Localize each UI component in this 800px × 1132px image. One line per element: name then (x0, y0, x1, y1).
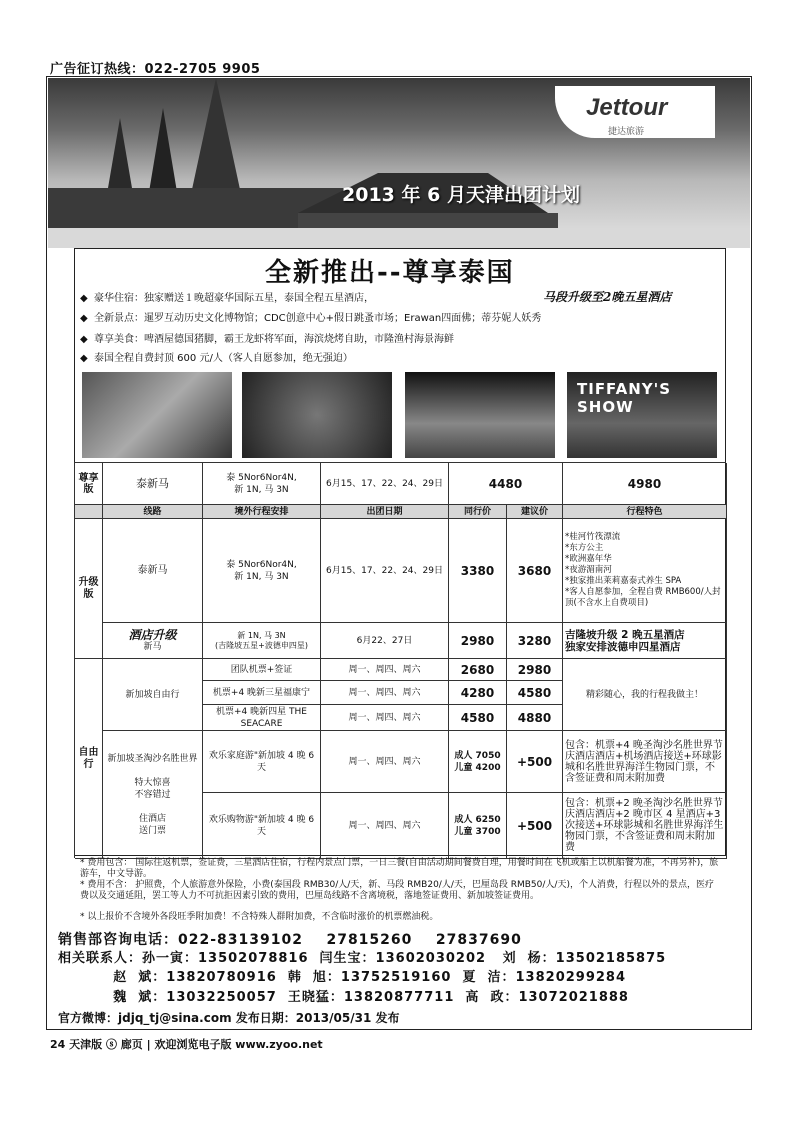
table-cell: 2980 (449, 623, 507, 659)
table-cell: 吉隆坡升级 2 晚五星酒店 独家安排波德申四星酒店 (563, 623, 727, 659)
brand-name: Jettour (586, 94, 668, 121)
table-cell: *桂河竹筏漂流 *东方公主 *欧洲嘉年华 *夜游湄南河 *独家推出莱莉嘉泰式养生 SPA *客人自愿参加，全程自费 RMB600/人封顶(不含水上自费项目) (563, 519, 727, 623)
table-cell: 泰 5Nor6Nor4N, 新 1N, 马 3N (203, 519, 321, 623)
seafood-photo (242, 372, 392, 458)
table-cell: 3380 (449, 519, 507, 623)
table-cell: 新加坡自由行 (103, 659, 203, 731)
photo-strip (80, 372, 720, 460)
table-cell: 4580 (449, 705, 507, 731)
table-cell: 泰 5Nor6Nor4N, 新 1N, 马 3N (203, 463, 321, 505)
tiffany-show-photo (567, 372, 717, 458)
note-excluded: * 费用不含： 护照费，个人旅游意外保险，小费(泰国段 RMB30/人/天，新、马段 RMB20/人/天，巴厘岛段 RMB50/人/天)，个人消费，行程以外的景点，医疗费以及交通延阻，罢工等人力不可抗拒因素引致的费用，巴厘岛线路不含离境税，落地签证费用、新加坡签证费用。 (80, 880, 714, 901)
bullet-item: ◆ 泰国全程自费封顶 600 元/人（客人自愿参加，绝无强迫） (80, 353, 353, 364)
table-cell: 2980 (507, 659, 563, 681)
table-cell: 包含：机票+4 晚圣淘沙名胜世界节庆酒店酒店+机场酒店接送+环球影城和名胜世界海洋生物园门票，不含签证费和周末附加费 (563, 731, 727, 793)
itinerary-table (74, 462, 726, 858)
table-cell: 6月22、27日 (321, 623, 449, 659)
note-included: * 费用包含： 国际往返机票，签证费，三星酒店住宿，行程内景点门票，一日三餐(自由活动期间餐费自理，用餐时间在飞机或船上以机船餐为准，不再另补)，旅游车，中文导游。 (80, 858, 719, 879)
table-cell: 泰新马 (103, 463, 203, 505)
table-header: 境外行程安排 (203, 505, 321, 519)
headline: 全新推出--尊享泰国 (265, 258, 515, 288)
contact-line: 赵 斌：13820780916 韩 旭：13752519160 夏 洁：13820299284 (58, 970, 627, 985)
official-weibo: 官方微博：jdjq_tj@sina.com 发布日期：2013/05/31 发布 (58, 1011, 400, 1025)
table-cell: 3280 (507, 623, 563, 659)
table-cell: 欢乐购物游"新加坡 4 晚 6 天 (203, 793, 321, 859)
diamond-icon: ◆ (80, 334, 88, 345)
page-footer: 24 天津版 ⓢ 廊页 | 欢迎浏览电子版 www.zyoo.net (50, 1038, 323, 1051)
table-cell: 6月15、17、22、24、29日 (321, 519, 449, 623)
route-name: 新马 (143, 641, 162, 652)
table-header: 建议价 (507, 505, 563, 519)
table-cell: 4480 (449, 463, 563, 505)
table-cell: 3680 (507, 519, 563, 623)
table-header: 同行价 (449, 505, 507, 519)
bullet-item: ◆ 全新景点：暹罗互动历史文化博物馆；CDC创意中心+假日跳蚤市场；Erawan四面佛；蒂芬妮人妖秀 (80, 313, 542, 324)
contact-line: 相关联系人：孙一寅：13502078816 闫生宝：13602030202 刘 杨：13502185875 (58, 951, 667, 966)
table-cell: 4580 (507, 681, 563, 705)
table-cell: 精彩随心，我的行程我做主！ (563, 659, 727, 731)
ad-hotline: 广告征订热线：022-2705 9905 (50, 62, 261, 77)
table-cell: 6月15、17、22、24、29日 (321, 463, 449, 505)
sales-hotline: 销售部咨询电话：022-83139102 27815260 27837690 (58, 932, 522, 948)
table-cell: 4880 (507, 705, 563, 731)
diamond-icon: ◆ (80, 313, 88, 324)
table-cell: 周一、周四、周六 (321, 793, 449, 859)
diamond-icon: ◆ (80, 353, 88, 364)
bullet-item: ◆ 豪华住宿：独家赠送１晚超豪华国际五星，泰国全程五星酒店， (80, 293, 374, 304)
shengji-label: 升级版 (75, 519, 103, 659)
table-cell: 周一、周四、周六 (321, 731, 449, 793)
table-cell (103, 623, 203, 659)
ziyou-label: 自由行 (75, 659, 103, 859)
banner-title: 2013 年 6 月天津出团计划 (342, 184, 580, 206)
table-header: 行程特色 (563, 505, 727, 519)
table-cell: 成人 6250 儿童 3700 (449, 793, 507, 859)
hotel-lobby-photo (82, 372, 232, 458)
table-cell: 机票+4 晚新三星福康宁 (203, 681, 321, 705)
table-header: 出团日期 (321, 505, 449, 519)
table-cell: 成人 7050 儿童 4200 (449, 731, 507, 793)
table-cell: 新加坡圣淘沙名胜世界 特大惊喜 不容错过 住酒店 送门票 (103, 731, 203, 859)
route-highlight: 酒店升级 (128, 627, 177, 642)
bullet-item: ◆ 尊享美食：啤酒屋德国猪脚，霸王龙虾将军面，海滨烧烤自助，市隆渔村海景海鲜 (80, 334, 454, 345)
table-cell: 4280 (449, 681, 507, 705)
photo-caption: TIFFANY'S SHOW (577, 380, 672, 416)
table-cell: 包含：机票+2 晚圣淘沙名胜世界节庆酒店酒店+2 晚市区 4 星酒店+3 次接送+环球影城和名胜世界海洋生物园门票，不含签证费和周末附加费 (563, 793, 727, 859)
table-cell: 周一、周四、周六 (321, 705, 449, 731)
table-cell: 泰新马 (103, 519, 203, 623)
zunxiang-label: 尊享版 (75, 463, 103, 505)
note-surcharge: * 以上报价不含境外各段旺季附加费！不含特殊人群附加费，不含临时涨价的机票燃油税。 (80, 912, 439, 922)
table-cell: 周一、周四、周六 (321, 681, 449, 705)
bbq-photo (405, 372, 555, 458)
table-cell: +500 (507, 793, 563, 859)
table-cell: +500 (507, 731, 563, 793)
table-header: 线路 (103, 505, 203, 519)
table-header-blank (75, 505, 103, 519)
table-cell: 机票+4 晚新四星 THE SEACARE (203, 705, 321, 731)
diamond-icon: ◆ (80, 293, 88, 304)
contact-line: 魏 斌：13032250057 王晓猛：13820877711 高 政：13072021888 (58, 990, 629, 1005)
table-cell: 欢乐家庭游"新加坡 4 晚 6 天 (203, 731, 321, 793)
promo-text: 马段升级至2晚五星酒店 (543, 290, 672, 304)
table-cell: 团队机票+签证 (203, 659, 321, 681)
table-cell: 周一、周四、周六 (321, 659, 449, 681)
table-cell: 新 1N, 马 3N (吉隆坡五星+波德申四星) (203, 623, 321, 659)
brand-subname: 捷达旅游 (608, 127, 645, 137)
table-cell: 4980 (563, 463, 727, 505)
table-cell: 2680 (449, 659, 507, 681)
